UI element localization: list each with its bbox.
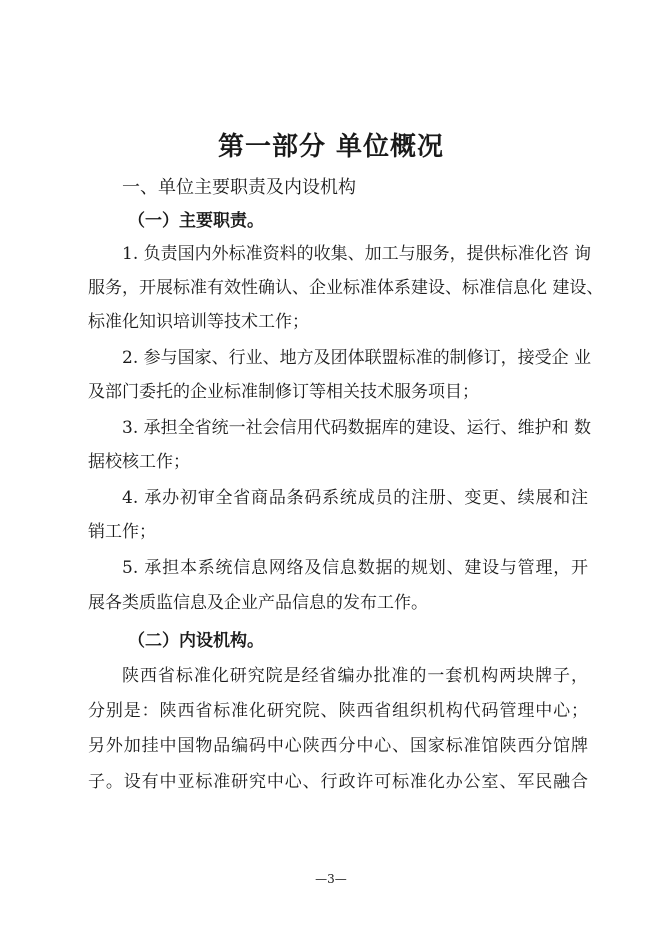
paragraph-line: 展各类质监信息及企业产品信息的发布工作。 [88,593,428,613]
paragraph-line: 2. 参与国家、行业、地方及团体联盟标准的制修订，接受企 业 [122,348,592,368]
paragraph-line: 陕西省标准化研究院是经省编办批准的一套机构两块牌子， [122,666,588,686]
paragraph-line: 子。设有中亚标准研究中心、行政许可标准化办公室、军民融合 [88,772,588,792]
paragraph-line: 1. 负责国内外标准资料的收集、加工与服务，提供标准化咨 询 [122,244,592,264]
paragraph-line: 分别是：陕西省标准化研究院、陕西省组织机构代码管理中心； [88,701,588,721]
paragraph-line: 另外加挂中国物品编码中心陕西分中心、国家标准馆陕西分馆牌 [88,736,588,756]
paragraph-line: 服务，开展标准有效性确认、企业标准体系建设、标准信息化 建设、 [88,278,604,298]
subsection-heading-structure: （二）内设机构。 [128,631,264,651]
paragraph-line: 3. 承担全省统一社会信用代码数据库的建设、运行、维护和 数 [122,418,592,438]
paragraph-line: 5. 承担本系统信息网络及信息数据的规划、建设与管理，开 [122,558,588,578]
paragraph-line: 标准化知识培训等技术工作； [88,312,309,332]
paragraph-line: 销工作； [88,522,156,542]
page-number: —3— [315,872,347,886]
section-heading: 一、单位主要职责及内设机构 [122,177,356,198]
subsection-heading-duties: （一）主要职责。 [128,211,264,231]
page-title: 第一部分 单位概况 [217,132,445,162]
paragraph-line: 及部门委托的企业标准制修订等相关技术服务项目； [88,382,479,402]
paragraph-line: 4. 承办初审全省商品条码系统成员的注册、变更、续展和注 [122,488,588,508]
paragraph-line: 据校核工作； [88,452,190,472]
